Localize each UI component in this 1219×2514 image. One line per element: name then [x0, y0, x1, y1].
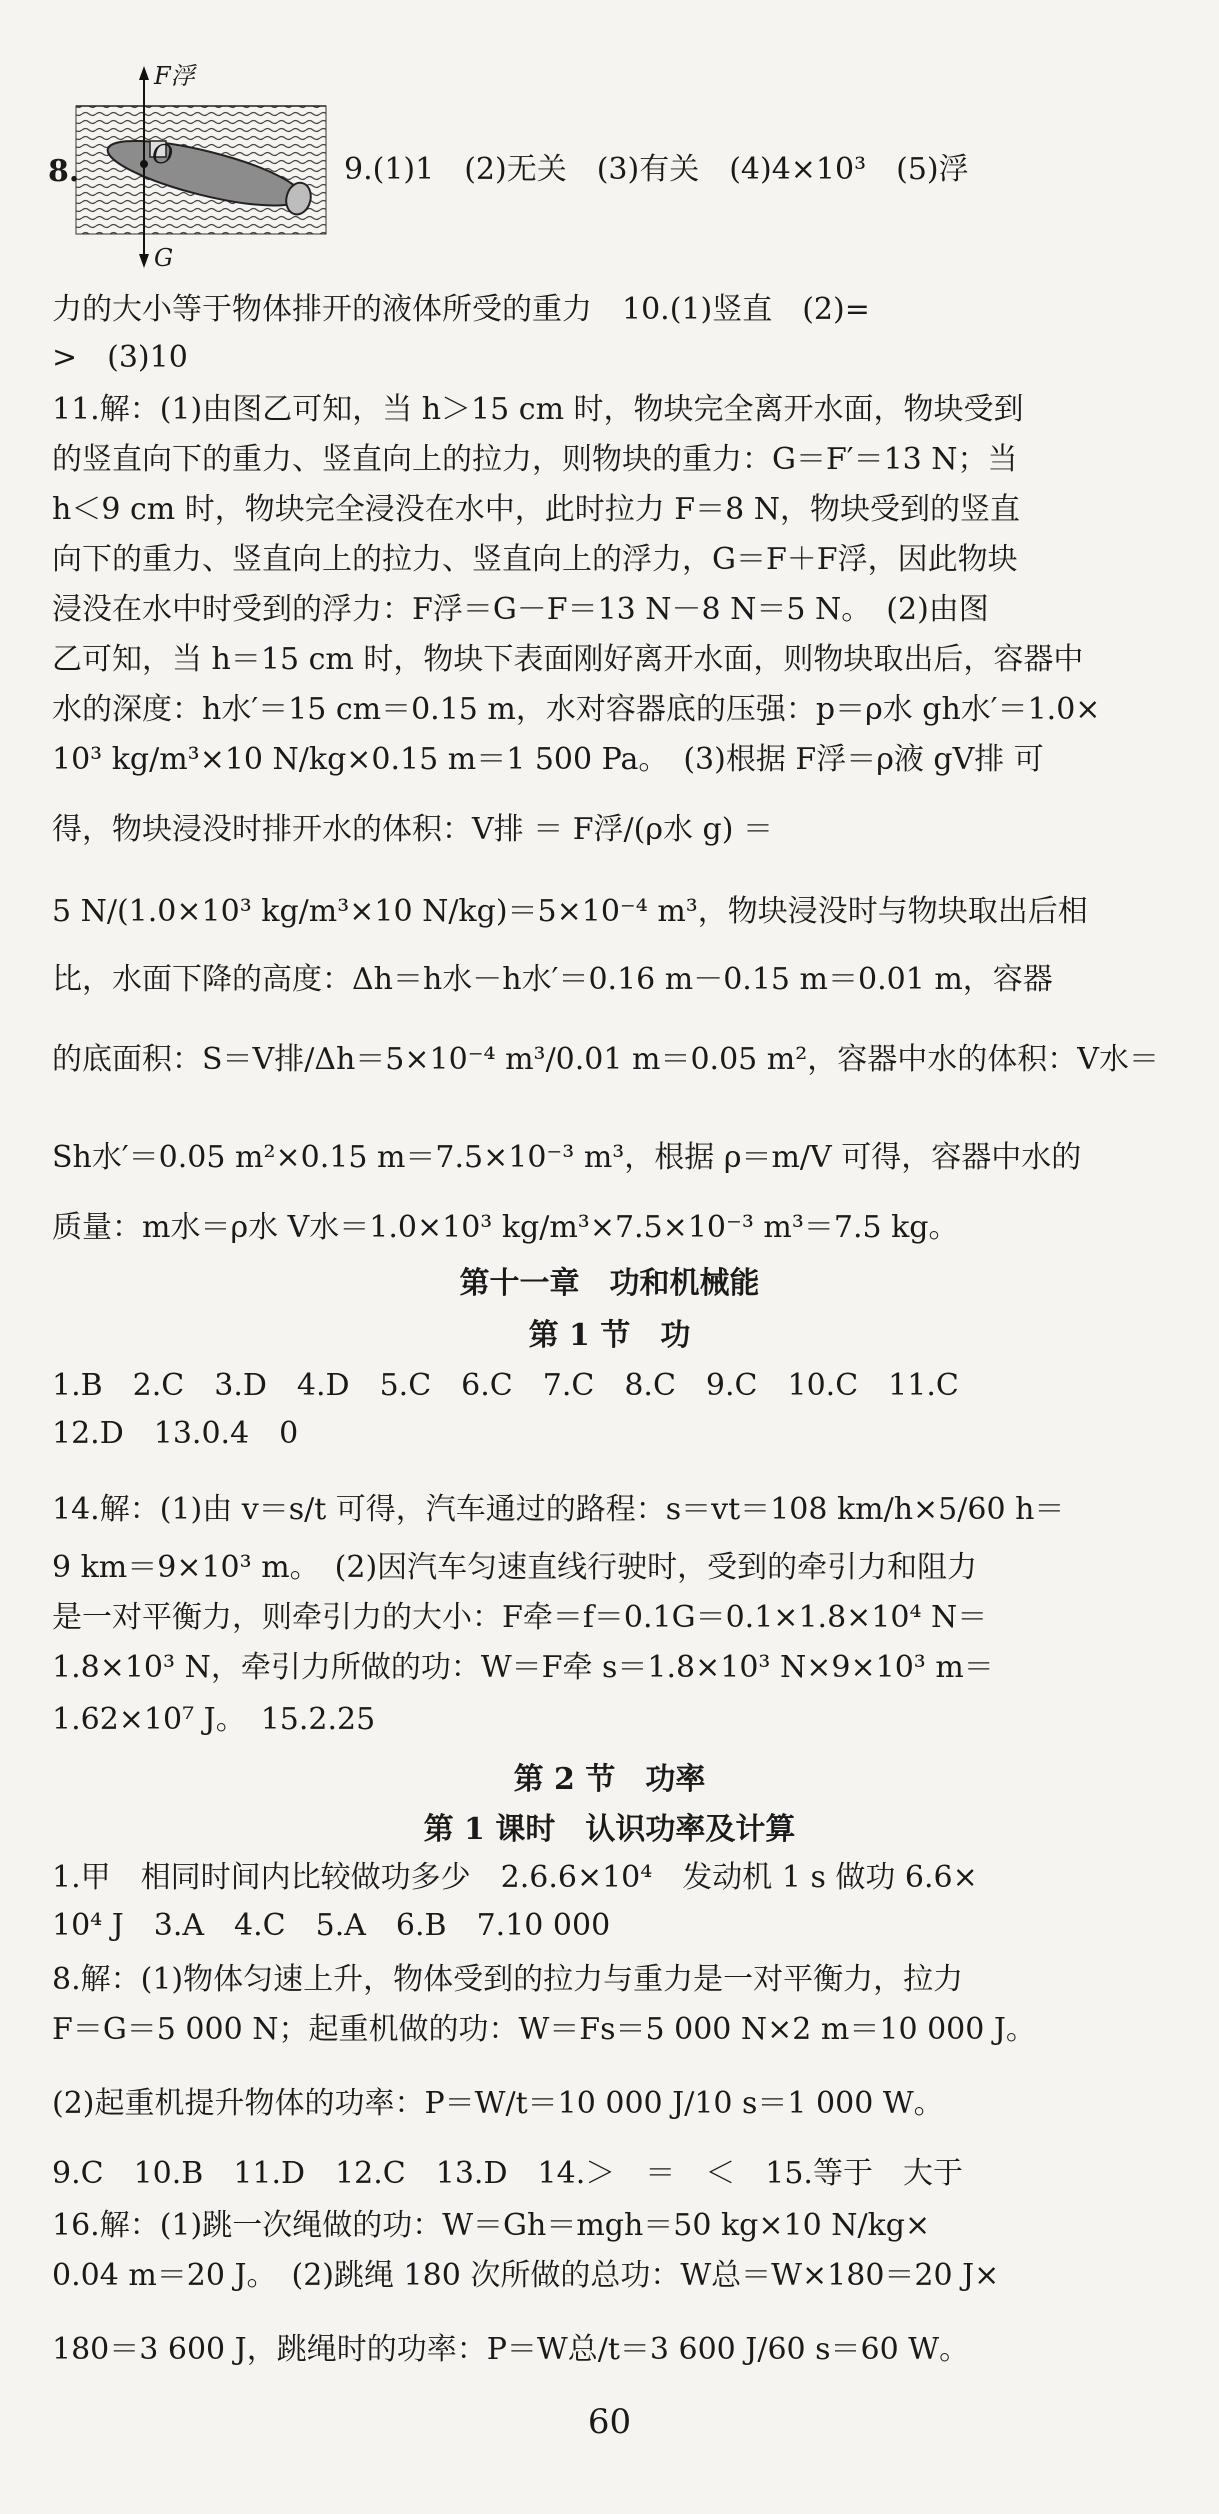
answer-line-30: 16.解：(1)跳一次绳做的功：W＝Gh＝mgh＝50 kg×10 N/kg× [52, 2208, 931, 2243]
lesson-heading-1: 第 1 课时 认识功率及计算 [423, 1812, 796, 1847]
answer-line-11: 得，物块浸没时排开水的体积：V排 ＝ F浮/(ρ水 g) ＝ [52, 812, 773, 847]
center-point-label: O [152, 140, 174, 170]
answer-line-27: F＝G＝5 000 N；起重机做的功：W＝Fs＝5 000 N×2 m＝10 000 J。 [52, 2012, 1036, 2047]
buoyancy-diagram [40, 62, 340, 276]
answer-line-5: h＜9 cm 时，物块完全浸没在水中，此时拉力 F＝8 N，物块受到的竖直 [52, 492, 1020, 527]
answer-line-2: > (3)10 [52, 340, 188, 375]
answer-line-26: 8.解：(1)物体匀速上升，物体受到的拉力与重力是一对平衡力，拉力 [52, 1962, 964, 1997]
page-number: 60 [587, 2402, 632, 2442]
answer-line-3: 11.解：(1)由图乙可知，当 h＞15 cm 时，物块完全离开水面，物块受到 [52, 392, 1024, 427]
answer-line-1: 力的大小等于物体排开的液体所受的重力 10.(1)竖直 (2)= [52, 292, 870, 327]
answer-line-28: (2)起重机提升物体的功率：P＝W/t＝10 000 J/10 s＝1 000 W。 [52, 2086, 944, 2121]
answer-line-20: 9 km＝9×10³ m。 (2)因汽车匀速直线行驶时，受到的牵引力和阻力 [52, 1550, 978, 1585]
chapter-heading: 第十一章 功和机械能 [459, 1266, 760, 1301]
answer-line-32: 180＝3 600 J，跳绳时的功率：P＝W总/t＝3 600 J/60 s＝60 W。 [52, 2332, 970, 2367]
answer-line-7: 浸没在水中时受到的浮力：F浮＝G－F＝13 N－8 N＝5 N。 (2)由图 [52, 592, 989, 627]
answer-line-6: 向下的重力、竖直向上的拉力、竖直向上的浮力，G＝F＋F浮，因此物块 [52, 542, 1018, 577]
answer-line-29: 9.C 10.B 11.D 12.C 13.D 14.＞ ＝ ＜ 15.等于 大于 [52, 2156, 963, 2191]
section-heading-2: 第 2 节 功率 [513, 1762, 706, 1797]
answer-line-24: 1.甲 相同时间内比较做功多少 2.6.6×10⁴ 发动机 1 s 做功 6.6× [52, 1860, 978, 1895]
answer-line-15: Sh水′＝0.05 m²×0.15 m＝7.5×10⁻³ m³，根据 ρ＝m/V 可得，容器中水的 [52, 1140, 1082, 1175]
answer-line-21: 是一对平衡力，则牵引力的大小：F牵＝f＝0.1G＝0.1×1.8×10⁴ N＝ [52, 1600, 988, 1635]
answer-line-18: 12.D 13.0.4 0 [52, 1416, 299, 1451]
answer-line-14: 的底面积：S＝V排/Δh＝5×10⁻⁴ m³/0.01 m＝0.05 m²，容器中水的体积：V水＝ [52, 1042, 1159, 1077]
answer-line-4: 的竖直向下的重力、竖直向上的拉力，则物块的重力：G＝F′＝13 N；当 [52, 442, 1018, 477]
buoyancy-force-label: F浮 [154, 62, 195, 90]
answer-line-19: 14.解：(1)由 v＝s/t 可得，汽车通过的路程：s＝vt＝108 km/h×5/60 h＝ [52, 1492, 1065, 1527]
answer-line-25: 10⁴ J 3.A 4.C 5.A 6.B 7.10 000 [52, 1908, 611, 1943]
answer-line-16: 质量：m水＝ρ水 V水＝1.0×10³ kg/m³×7.5×10⁻³ m³＝7.5 kg。 [52, 1210, 959, 1245]
answer-line-13: 比，水面下降的高度：Δh＝h水－h水′＝0.16 m－0.15 m＝0.01 m，容器 [52, 962, 1053, 997]
answer-line-22: 1.8×10³ N，牵引力所做的功：W＝F牵 s＝1.8×10³ N×9×10³ m＝ [52, 1650, 994, 1685]
answer-line-9: 水的深度：h水′＝15 cm＝0.15 m，水对容器底的压强：p＝ρ水 gh水′＝1.0× [52, 692, 1101, 727]
answer-line-12: 5 N/(1.0×10³ kg/m³×10 N/kg)＝5×10⁻⁴ m³，物块浸没时与物块取出后相 [52, 894, 1088, 929]
answer-line-23: 1.62×10⁷ J。 15.2.25 [52, 1702, 376, 1737]
answer-line-17: 1.B 2.C 3.D 4.D 5.C 6.C 7.C 8.C 9.C 10.C 11.C [52, 1368, 959, 1403]
answer-line-8: 乙可知，当 h＝15 cm 时，物块下表面刚好离开水面，则物块取出后，容器中 [52, 642, 1084, 677]
section-heading-1: 第 1 节 功 [528, 1318, 691, 1353]
answer-line-10: 10³ kg/m³×10 N/kg×0.15 m＝1 500 Pa。 (3)根据 F浮＝ρ液 gV排 可 [52, 742, 1044, 777]
answer-line-31: 0.04 m＝20 J。 (2)跳绳 180 次所做的总功：W总＝W×180＝20 J× [52, 2258, 1000, 2293]
diagram-number-label: 8. [48, 154, 80, 189]
gravity-force-label: G [154, 244, 174, 272]
answer-line-0: 9.(1)1 (2)无关 (3)有关 (4)4×10³ (5)浮 [344, 152, 969, 187]
